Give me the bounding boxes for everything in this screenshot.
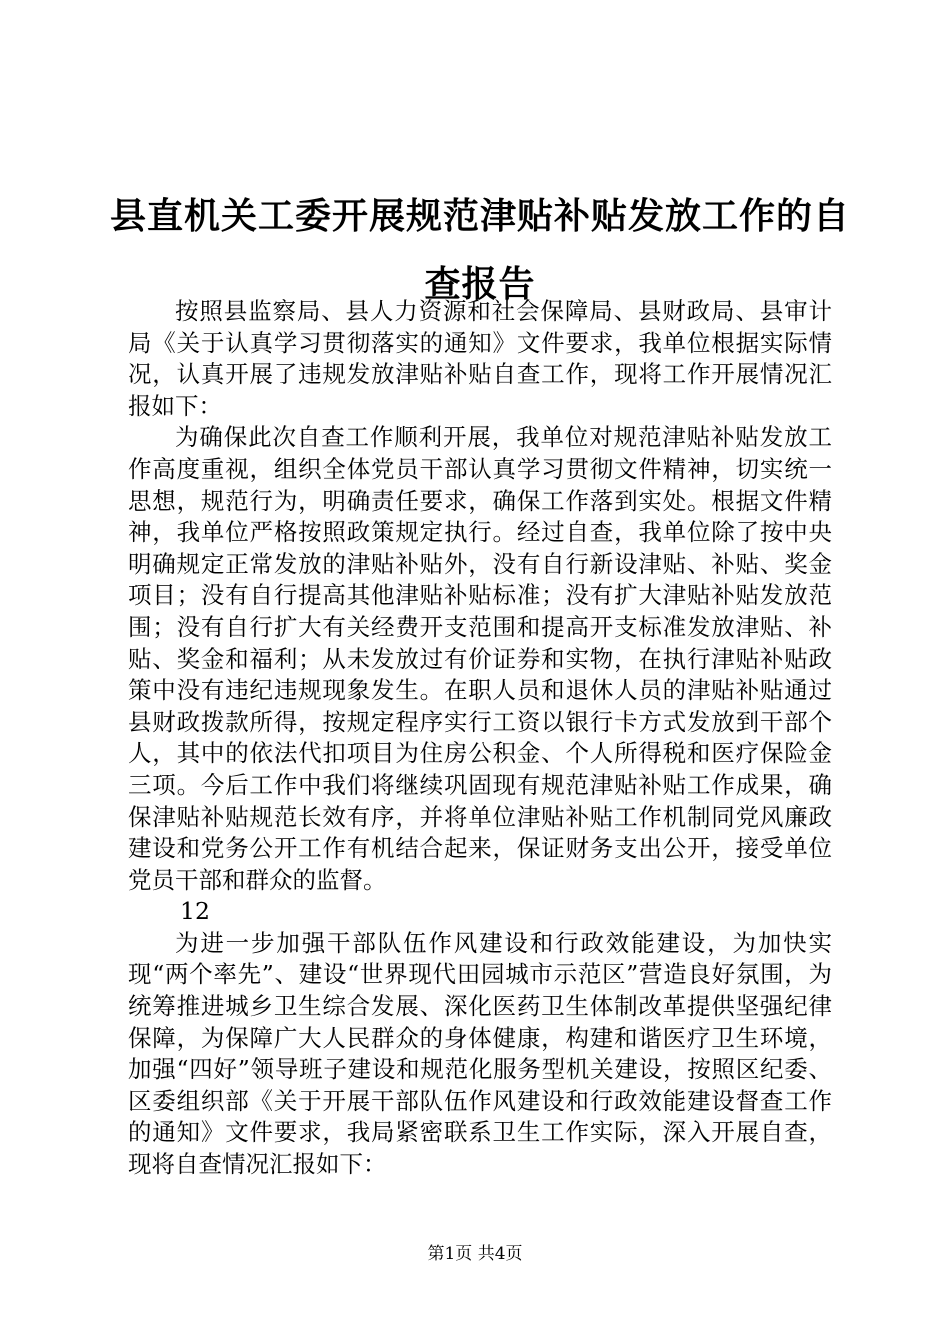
- page-footer: 第1页 共4页: [427, 1244, 523, 1264]
- document-body: [128, 296, 832, 1181]
- paragraph-self-check: 为确保此次自查工作顺利开展，我单位对规范津贴补贴发放工作高度重视，组织全体党员干部认真学习贯彻文件精神，切实统一思想，规范行为，明确责任要求，确保工作落到实处。根据文件精神，我单位严格按照政策规定执行。经过自查，我单位除了按中央明确规定正常发放的津贴补贴外，没有自行新设津贴、补贴、奖金项目；没有自行提高其他津贴补贴标准；没有扩大津贴补贴发放范围；没有自行扩大有关经费开支范围和提高开支标准发放津贴、补贴、奖金和福利；从未发放过有价证券和实物，在执行津贴补贴政策中没有违纪违规现象发生。在职人员和退休人员的津贴补贴通过县财政拨款所得，按规定程序实行工资以银行卡方式发放到干部个人，其中的依法代扣项目为住房公积金、个人所得税和医疗保险金三项。今后工作中我们将继续巩固现有规范津贴补贴工作成果，确保津贴补贴规范长效有序，并将单位津贴补贴工作机制同党风廉政建设和党务公开工作有机结合起来，保证财务支出公开，接受单位党员干部和群众的监督。: [128, 423, 832, 894]
- paragraph-intro: 按照县监察局、县人力资源和社会保障局、县财政局、县审计局《关于认真学习贯彻落实的通知》文件要求，我单位根据实际情况，认真开展了违规发放津贴补贴自查工作，现将工作开展情况汇报如下：: [128, 297, 832, 420]
- document-title: 县直机关工委开展规范津贴补贴发放工作的自查报告: [110, 195, 851, 305]
- section-number: 12: [180, 897, 210, 926]
- paragraph-work-style: 为进一步加强干部队伍作风建设和行政效能建设，为加快实现“两个率先”、建设“世界现代田园城市示范区”营造良好氛围，为统筹推进城乡卫生综合发展、深化医药卫生体制改革提供坚强纪律保障，为保障广大人民群众的身体健康，构建和谐医疗卫生环境，加强“四好”领导班子建设和规范化服务型机关建设，按照区纪委、区委组织部《关于开展干部队伍作风建设和行政效能建设督查工作的通知》文件要求，我局紧密联系卫生工作实际，深入开展自查，现将自查情况汇报如下：: [128, 928, 832, 1179]
